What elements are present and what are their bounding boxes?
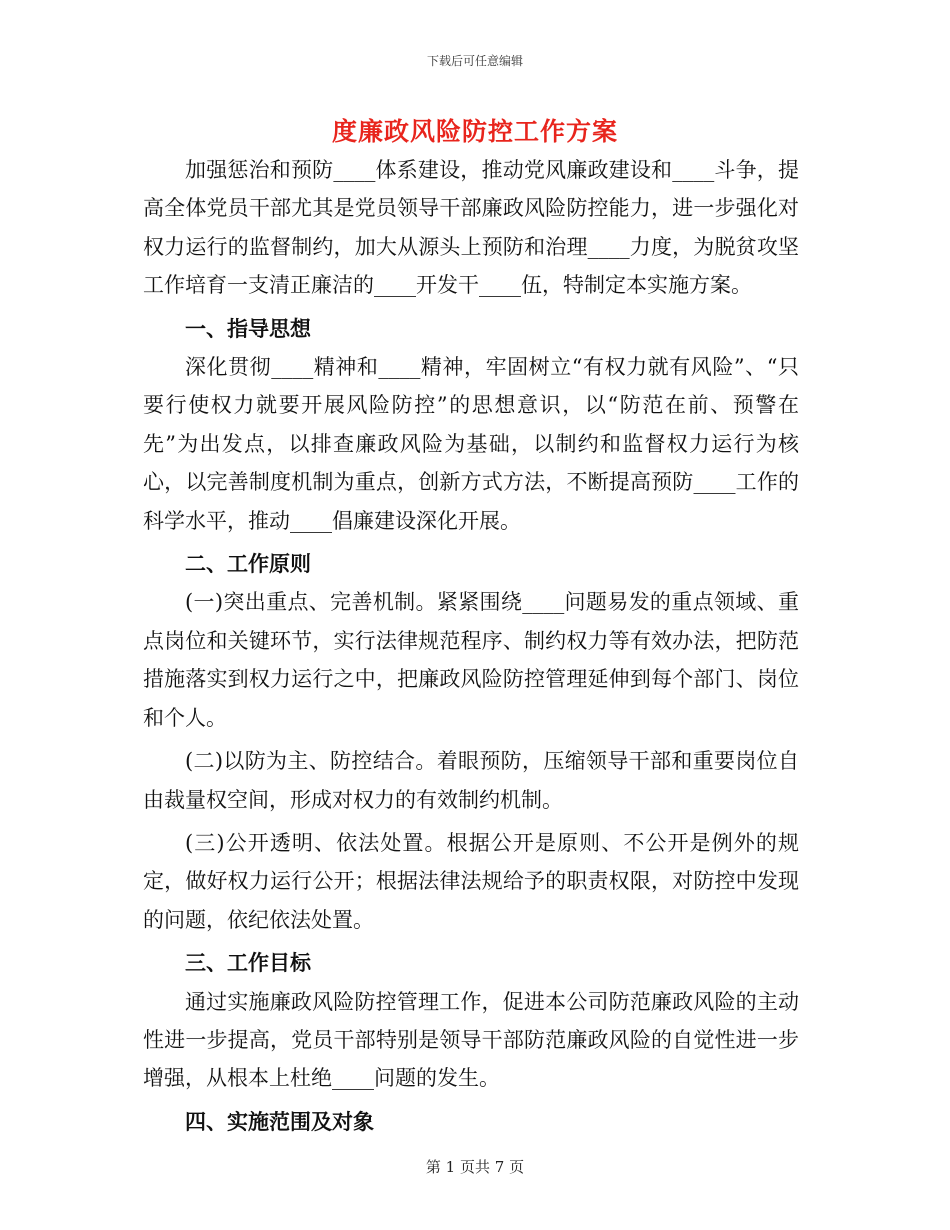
- section-heading-1: 一、指导思想: [185, 316, 311, 341]
- section-1-paragraph: 深化贯彻____精神和____精神，牢固树立“有权力就有风险”、“只要行使权力就要开展风险防控”的思想意识，以“防范在前、预警在先”为出发点，以排查廉政风险为基础，以制约和监督权力运行为核心，以完善制度机制为重点，创新方式方法，不断提高预防____工作的科学水平，推动____倡廉建设深化开展。: [143, 355, 799, 533]
- principle-2-paragraph: (二)以防为主、防控结合。着眼预防，压缩领导干部和重要岗位自由裁量权空间，形成对权力的有效制约机制。: [143, 749, 799, 812]
- section-heading-4: 四、实施范围及对象: [185, 1109, 374, 1134]
- document-title: 度廉政风险防控工作方案: [331, 117, 618, 146]
- principle-3-paragraph: (三)公开透明、依法处置。根据公开是原则、不公开是例外的规定，做好权力运行公开；根据法律法规给予的职责权限，对防控中发现的问题，依纪依法处置。: [143, 830, 799, 932]
- header-note: 下载后可任意编辑: [426, 54, 523, 68]
- section-3-paragraph: 通过实施廉政风险防控管理工作，促进本公司防范廉政风险的主动性进一步提高，党员干部特别是领导干部防范廉政风险的自觉性进一步增强，从根本上杜绝____问题的发生。: [143, 989, 799, 1091]
- section-heading-2: 二、工作原则: [185, 552, 311, 577]
- intro-paragraph: 加强惩治和预防____体系建设，推动党风廉政建设和____斗争，提高全体党员干部尤其是党员领导干部廉政风险防控能力，进一步强化对权力运行的监督制约，加大从源头上预防和治理____力度，为脱贫攻坚工作培育一支清正廉洁的____开发干____伍，特制定本实施方案。: [143, 158, 799, 298]
- principle-1-paragraph: (一)突出重点、完善机制。紧紧围绕____问题易发的重点领域、重点岗位和关键环节，实行法律规范程序、制约权力等有效办法，把防范措施落实到权力运行之中，把廉政风险防控管理延伸到每个部门、岗位和个人。: [143, 590, 799, 730]
- document-body: [143, 151, 799, 1141]
- page-number-footer: 第 1 页共 7 页: [425, 1158, 525, 1176]
- section-heading-3: 三、工作目标: [185, 951, 311, 976]
